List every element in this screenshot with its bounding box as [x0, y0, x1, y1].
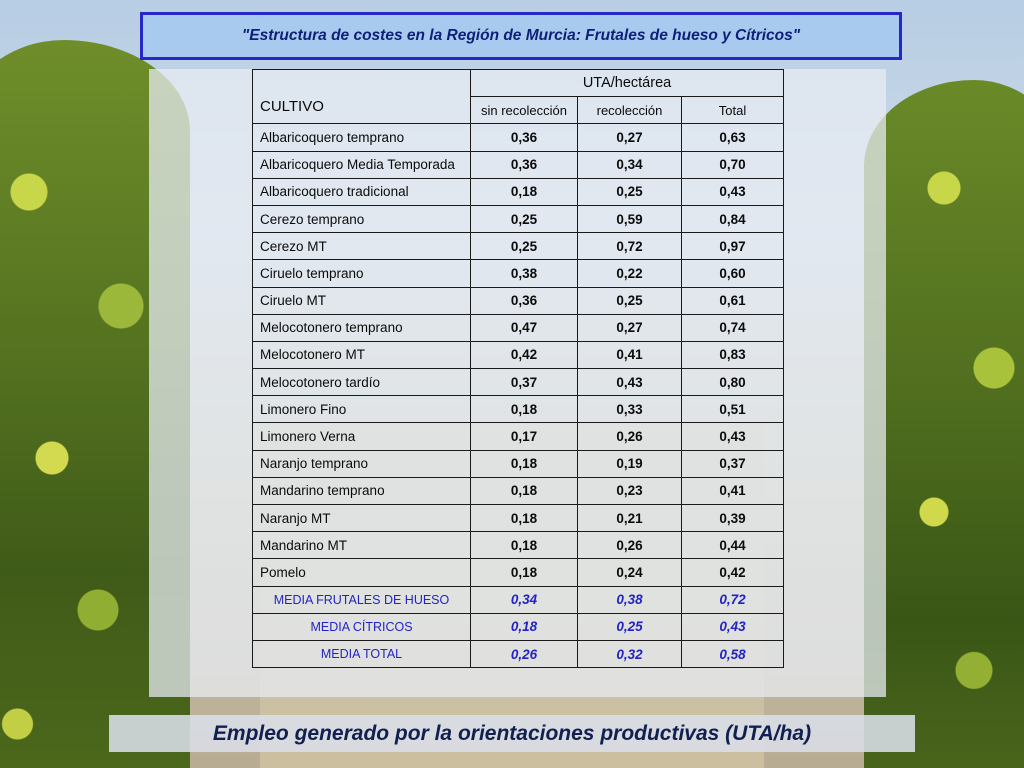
table-body: [253, 124, 784, 668]
recoleccion-cell: 0,26: [578, 423, 682, 450]
table-row: [253, 233, 784, 260]
sin-recoleccion-cell: 0,47: [471, 314, 578, 341]
total-cell: 0,61: [682, 287, 784, 314]
cultivo-cell: Cerezo temprano: [253, 205, 471, 232]
recoleccion-cell: 0,32: [578, 640, 682, 667]
total-cell: 0,43: [682, 613, 784, 640]
cultivo-cell: Melocotonero tardío: [253, 369, 471, 396]
sin-recoleccion-cell: 0,25: [471, 205, 578, 232]
total-cell: 0,58: [682, 640, 784, 667]
sin-recoleccion-cell: 0,18: [471, 613, 578, 640]
recoleccion-cell: 0,43: [578, 369, 682, 396]
sin-recoleccion-cell: 0,17: [471, 423, 578, 450]
table-row: [253, 505, 784, 532]
cultivo-cell: Albaricoquero temprano: [253, 124, 471, 151]
total-cell: 0,60: [682, 260, 784, 287]
cultivo-cell: MEDIA CÍTRICOS: [253, 613, 471, 640]
sin-recoleccion-cell: 0,18: [471, 505, 578, 532]
total-cell: 0,39: [682, 505, 784, 532]
column-header-sin-recoleccion: sin recolección: [471, 97, 578, 124]
recoleccion-cell: 0,33: [578, 396, 682, 423]
total-cell: 0,37: [682, 450, 784, 477]
table-row: [253, 124, 784, 151]
cultivo-cell: Limonero Verna: [253, 423, 471, 450]
cultivo-cell: MEDIA FRUTALES DE HUESO: [253, 586, 471, 613]
table-row: [253, 260, 784, 287]
sin-recoleccion-cell: 0,37: [471, 369, 578, 396]
slide-title: "Estructura de costes en la Región de Murcia: Frutales de hueso y Cítricos": [241, 27, 801, 44]
total-cell: 0,43: [682, 423, 784, 450]
cultivo-cell: Mandarino temprano: [253, 477, 471, 504]
sin-recoleccion-cell: 0,18: [471, 532, 578, 559]
cultivo-cell: Cerezo MT: [253, 233, 471, 260]
sin-recoleccion-cell: 0,36: [471, 151, 578, 178]
total-cell: 0,70: [682, 151, 784, 178]
cultivo-cell: Albaricoquero Media Temporada: [253, 151, 471, 178]
recoleccion-cell: 0,72: [578, 233, 682, 260]
table-row: [253, 341, 784, 368]
recoleccion-cell: 0,38: [578, 586, 682, 613]
cultivo-cell: Ciruelo MT: [253, 287, 471, 314]
total-cell: 0,80: [682, 369, 784, 396]
table-row: [253, 559, 784, 586]
total-cell: 0,43: [682, 178, 784, 205]
sin-recoleccion-cell: 0,36: [471, 124, 578, 151]
sin-recoleccion-cell: 0,42: [471, 341, 578, 368]
cultivo-cell: MEDIA TOTAL: [253, 640, 471, 667]
sin-recoleccion-cell: 0,38: [471, 260, 578, 287]
header-row-group: [253, 70, 784, 97]
sin-recoleccion-cell: 0,18: [471, 477, 578, 504]
uta-table: [252, 69, 784, 668]
total-cell: 0,72: [682, 586, 784, 613]
recoleccion-cell: 0,23: [578, 477, 682, 504]
title-banner: [140, 12, 902, 60]
total-cell: 0,97: [682, 233, 784, 260]
recoleccion-cell: 0,25: [578, 613, 682, 640]
recoleccion-cell: 0,34: [578, 151, 682, 178]
recoleccion-cell: 0,25: [578, 287, 682, 314]
total-cell: 0,74: [682, 314, 784, 341]
sin-recoleccion-cell: 0,18: [471, 178, 578, 205]
cultivo-cell: Albaricoquero tradicional: [253, 178, 471, 205]
media-row: [253, 640, 784, 667]
total-cell: 0,42: [682, 559, 784, 586]
column-header-total: Total: [682, 97, 784, 124]
recoleccion-cell: 0,22: [578, 260, 682, 287]
sin-recoleccion-cell: 0,18: [471, 559, 578, 586]
recoleccion-cell: 0,25: [578, 178, 682, 205]
table-row: [253, 287, 784, 314]
recoleccion-cell: 0,59: [578, 205, 682, 232]
footer-banner: [109, 715, 915, 752]
cultivo-cell: Melocotonero MT: [253, 341, 471, 368]
column-group-header: UTA/hectárea: [471, 70, 784, 97]
total-cell: 0,51: [682, 396, 784, 423]
table-row: [253, 151, 784, 178]
total-cell: 0,41: [682, 477, 784, 504]
table-row: [253, 369, 784, 396]
table-row: [253, 314, 784, 341]
recoleccion-cell: 0,27: [578, 314, 682, 341]
cultivo-cell: Limonero Fino: [253, 396, 471, 423]
sin-recoleccion-cell: 0,18: [471, 450, 578, 477]
recoleccion-cell: 0,19: [578, 450, 682, 477]
sin-recoleccion-cell: 0,34: [471, 586, 578, 613]
citrus-tree-right: [864, 80, 1024, 768]
table-row: [253, 450, 784, 477]
recoleccion-cell: 0,41: [578, 341, 682, 368]
footer-title: Empleo generado por la orientaciones productivas (UTA/ha): [212, 721, 812, 745]
column-header-recoleccion: recolección: [578, 97, 682, 124]
total-cell: 0,84: [682, 205, 784, 232]
cultivo-cell: Melocotonero temprano: [253, 314, 471, 341]
total-cell: 0,63: [682, 124, 784, 151]
cultivo-cell: Naranjo MT: [253, 505, 471, 532]
sin-recoleccion-cell: 0,25: [471, 233, 578, 260]
recoleccion-cell: 0,26: [578, 532, 682, 559]
table-row: [253, 178, 784, 205]
total-cell: 0,44: [682, 532, 784, 559]
sin-recoleccion-cell: 0,18: [471, 396, 578, 423]
recoleccion-cell: 0,24: [578, 559, 682, 586]
cultivo-cell: Naranjo temprano: [253, 450, 471, 477]
column-header-cultivo: CULTIVO: [253, 70, 471, 124]
cultivo-cell: Mandarino MT: [253, 532, 471, 559]
recoleccion-cell: 0,27: [578, 124, 682, 151]
cultivo-cell: Pomelo: [253, 559, 471, 586]
table-row: [253, 396, 784, 423]
total-cell: 0,83: [682, 341, 784, 368]
table-row: [253, 423, 784, 450]
sin-recoleccion-cell: 0,36: [471, 287, 578, 314]
media-row: [253, 613, 784, 640]
cultivo-cell: Ciruelo temprano: [253, 260, 471, 287]
table-row: [253, 532, 784, 559]
recoleccion-cell: 0,21: [578, 505, 682, 532]
media-row: [253, 586, 784, 613]
sin-recoleccion-cell: 0,26: [471, 640, 578, 667]
table-row: [253, 477, 784, 504]
table-row: [253, 205, 784, 232]
